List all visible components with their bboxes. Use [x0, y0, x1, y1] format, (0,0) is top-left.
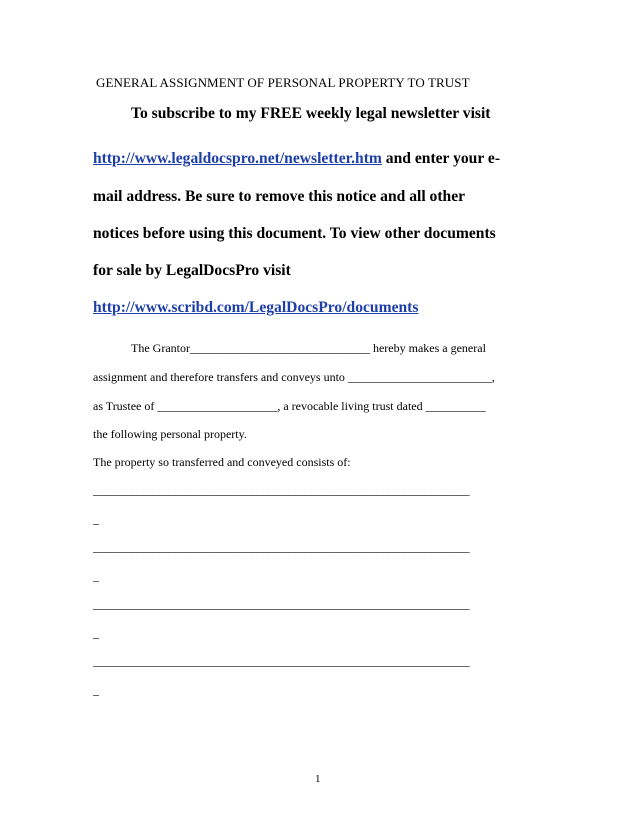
notice-line-6 [93, 299, 418, 317]
property-blank-line-end: _ [93, 626, 99, 640]
notice-line-5: for sale by LegalDocsPro visit [93, 262, 291, 279]
assignment-line: assignment and therefore transfers and conveys unto ________________________, [93, 370, 495, 384]
property-blank-line: _____________________________________________________________________ [93, 483, 470, 497]
property-intro-line: the following personal property. [93, 427, 247, 441]
property-blank-line-end: _ [93, 683, 99, 697]
notice-line-4: notices before using this document. To view other documents [93, 225, 496, 242]
property-blank-line: _____________________________________________________________________ [93, 597, 470, 611]
notice-line-2 [93, 150, 500, 168]
property-consists-line: The property so transferred and conveyed consists of: [93, 455, 351, 469]
document-title: GENERAL ASSIGNMENT OF PERSONAL PROPERTY TO TRUST [96, 75, 470, 90]
newsletter-link[interactable]: http://www.legaldocspro.net/newsletter.htm [93, 150, 382, 167]
property-blank-line: _____________________________________________________________________ [93, 540, 470, 554]
notice-line-1: To subscribe to my FREE weekly legal newsletter visit [131, 105, 491, 122]
scribd-link[interactable]: http://www.scribd.com/LegalDocsPro/documents [93, 299, 419, 316]
notice-line-3: mail address. Be sure to remove this notice and all other [93, 188, 466, 205]
notice-line-2-rest: and enter your e- [381, 150, 501, 167]
property-blank-line-end: _ [93, 569, 99, 583]
grantor-line: The Grantor______________________________ hereby makes a general [131, 341, 486, 355]
trustee-line: as Trustee of ____________________, a revocable living trust dated __________ [93, 399, 486, 413]
property-blank-line: _____________________________________________________________________ [93, 654, 470, 668]
page-number: 1 [315, 773, 321, 785]
property-blank-line-end: _ [93, 512, 99, 526]
